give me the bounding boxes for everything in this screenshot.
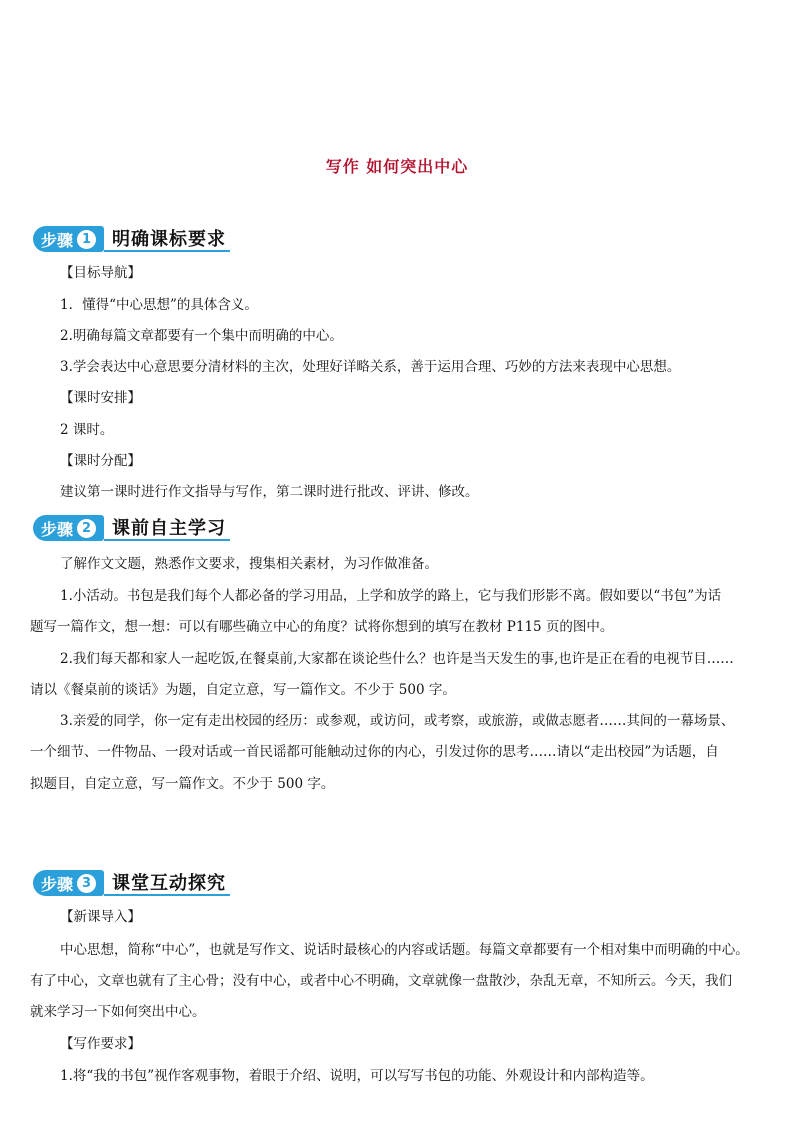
step-3-badge xyxy=(33,870,104,896)
step-1-number: 1 xyxy=(77,230,96,249)
step-3-header xyxy=(33,870,230,896)
s2-p2-line1: 2.我们每天都和家人一起吃饭,在餐桌前,大家都在谈论些什么？也许是当天发生的事,也许是正在看的电视节目…… xyxy=(60,651,734,667)
goal-item-2: 2.明确每篇文章都要有一个集中而明确的中心。 xyxy=(60,328,343,344)
tag-class-allocation: 【课时分配】 xyxy=(60,453,141,469)
step-3-badge-text: 步骤 xyxy=(41,874,74,894)
step-2-header xyxy=(33,515,230,541)
document-title: 写作 如何突出中心 xyxy=(325,157,469,176)
goal-item-3: 3.学会表达中心意思要分清材料的主次，处理好详略关系，善于运用合理、巧妙的方法来表现中心思想。 xyxy=(60,359,681,375)
class-allocation-text: 建议第一课时进行作文指导与写作，第二课时进行批改、评讲、修改。 xyxy=(60,484,479,500)
requirement-item-1: 1.将“我的书包”视作客观事物，着眼于介绍、说明，可以写写书包的功能、外观设计和内部构造等。 xyxy=(60,1068,654,1084)
tag-new-lesson-intro: 【新课导入】 xyxy=(60,909,141,925)
step-2-label: 课前自主学习 xyxy=(104,515,230,541)
step-2-badge-text: 步骤 xyxy=(41,519,74,539)
step-1-header xyxy=(33,226,230,252)
s3-intro-line2: 有了中心，文章也就有了主心骨；没有中心，或者中心不明确，文章就像一盘散沙，杂乱无章，不知所云。今天，我们 xyxy=(30,973,732,989)
step-1-label: 明确课标要求 xyxy=(104,226,230,252)
s3-intro-line1: 中心思想，简称“中心”，也就是写作文、说话时最核心的内容或话题。每篇文章都要有一个相对集中而明确的中心。 xyxy=(60,942,749,958)
goal-item-1: 1．懂得“中心思想”的具体含义。 xyxy=(60,297,258,313)
step-2-number: 2 xyxy=(77,519,96,538)
tag-writing-requirements: 【写作要求】 xyxy=(60,1036,141,1052)
s2-p1-line1: 1.小活动。书包是我们每个人都必备的学习用品，上学和放学的路上，它与我们形影不离。假如要以“书包”为话 xyxy=(60,588,722,604)
tag-class-schedule: 【课时安排】 xyxy=(60,390,141,406)
s2-p3-line1: 3.亲爱的同学，你一定有走出校园的经历：或参观，或访问，或考察，或旅游，或做志愿者……其间的一幕场景、 xyxy=(60,713,735,729)
s2-p2-line2: 请以《餐桌前的谈话》为题，自定立意，写一篇作文。不少于 500 字。 xyxy=(30,682,456,698)
s2-p1-line2: 题写一篇作文，想一想：可以有哪些确立中心的角度？试将你想到的填写在教材 P115 页的图中。 xyxy=(30,619,614,635)
class-schedule-text: 2 课时。 xyxy=(60,422,114,438)
step-1-badge xyxy=(33,226,104,252)
s2-p3-line2: 一个细节、一件物品、一段对话或一首民谣都可能触动过你的内心，引发过你的思考……请以“走出校园”为话题，自 xyxy=(30,744,719,760)
step-1-badge-text: 步骤 xyxy=(41,230,74,250)
tag-goal-navigation: 【目标导航】 xyxy=(60,265,141,281)
step-2-badge xyxy=(33,515,104,541)
step-3-number: 3 xyxy=(77,874,96,893)
step-3-label: 课堂互动探究 xyxy=(104,870,230,896)
s3-intro-line3: 就来学习一下如何突出中心。 xyxy=(30,1004,206,1020)
s2-p3-line3: 拟题目，自定立意，写一篇作文。不少于 500 字。 xyxy=(30,776,335,792)
s2-intro: 了解作文文题，熟悉作文要求，搜集相关素材，为习作做准备。 xyxy=(60,556,438,572)
